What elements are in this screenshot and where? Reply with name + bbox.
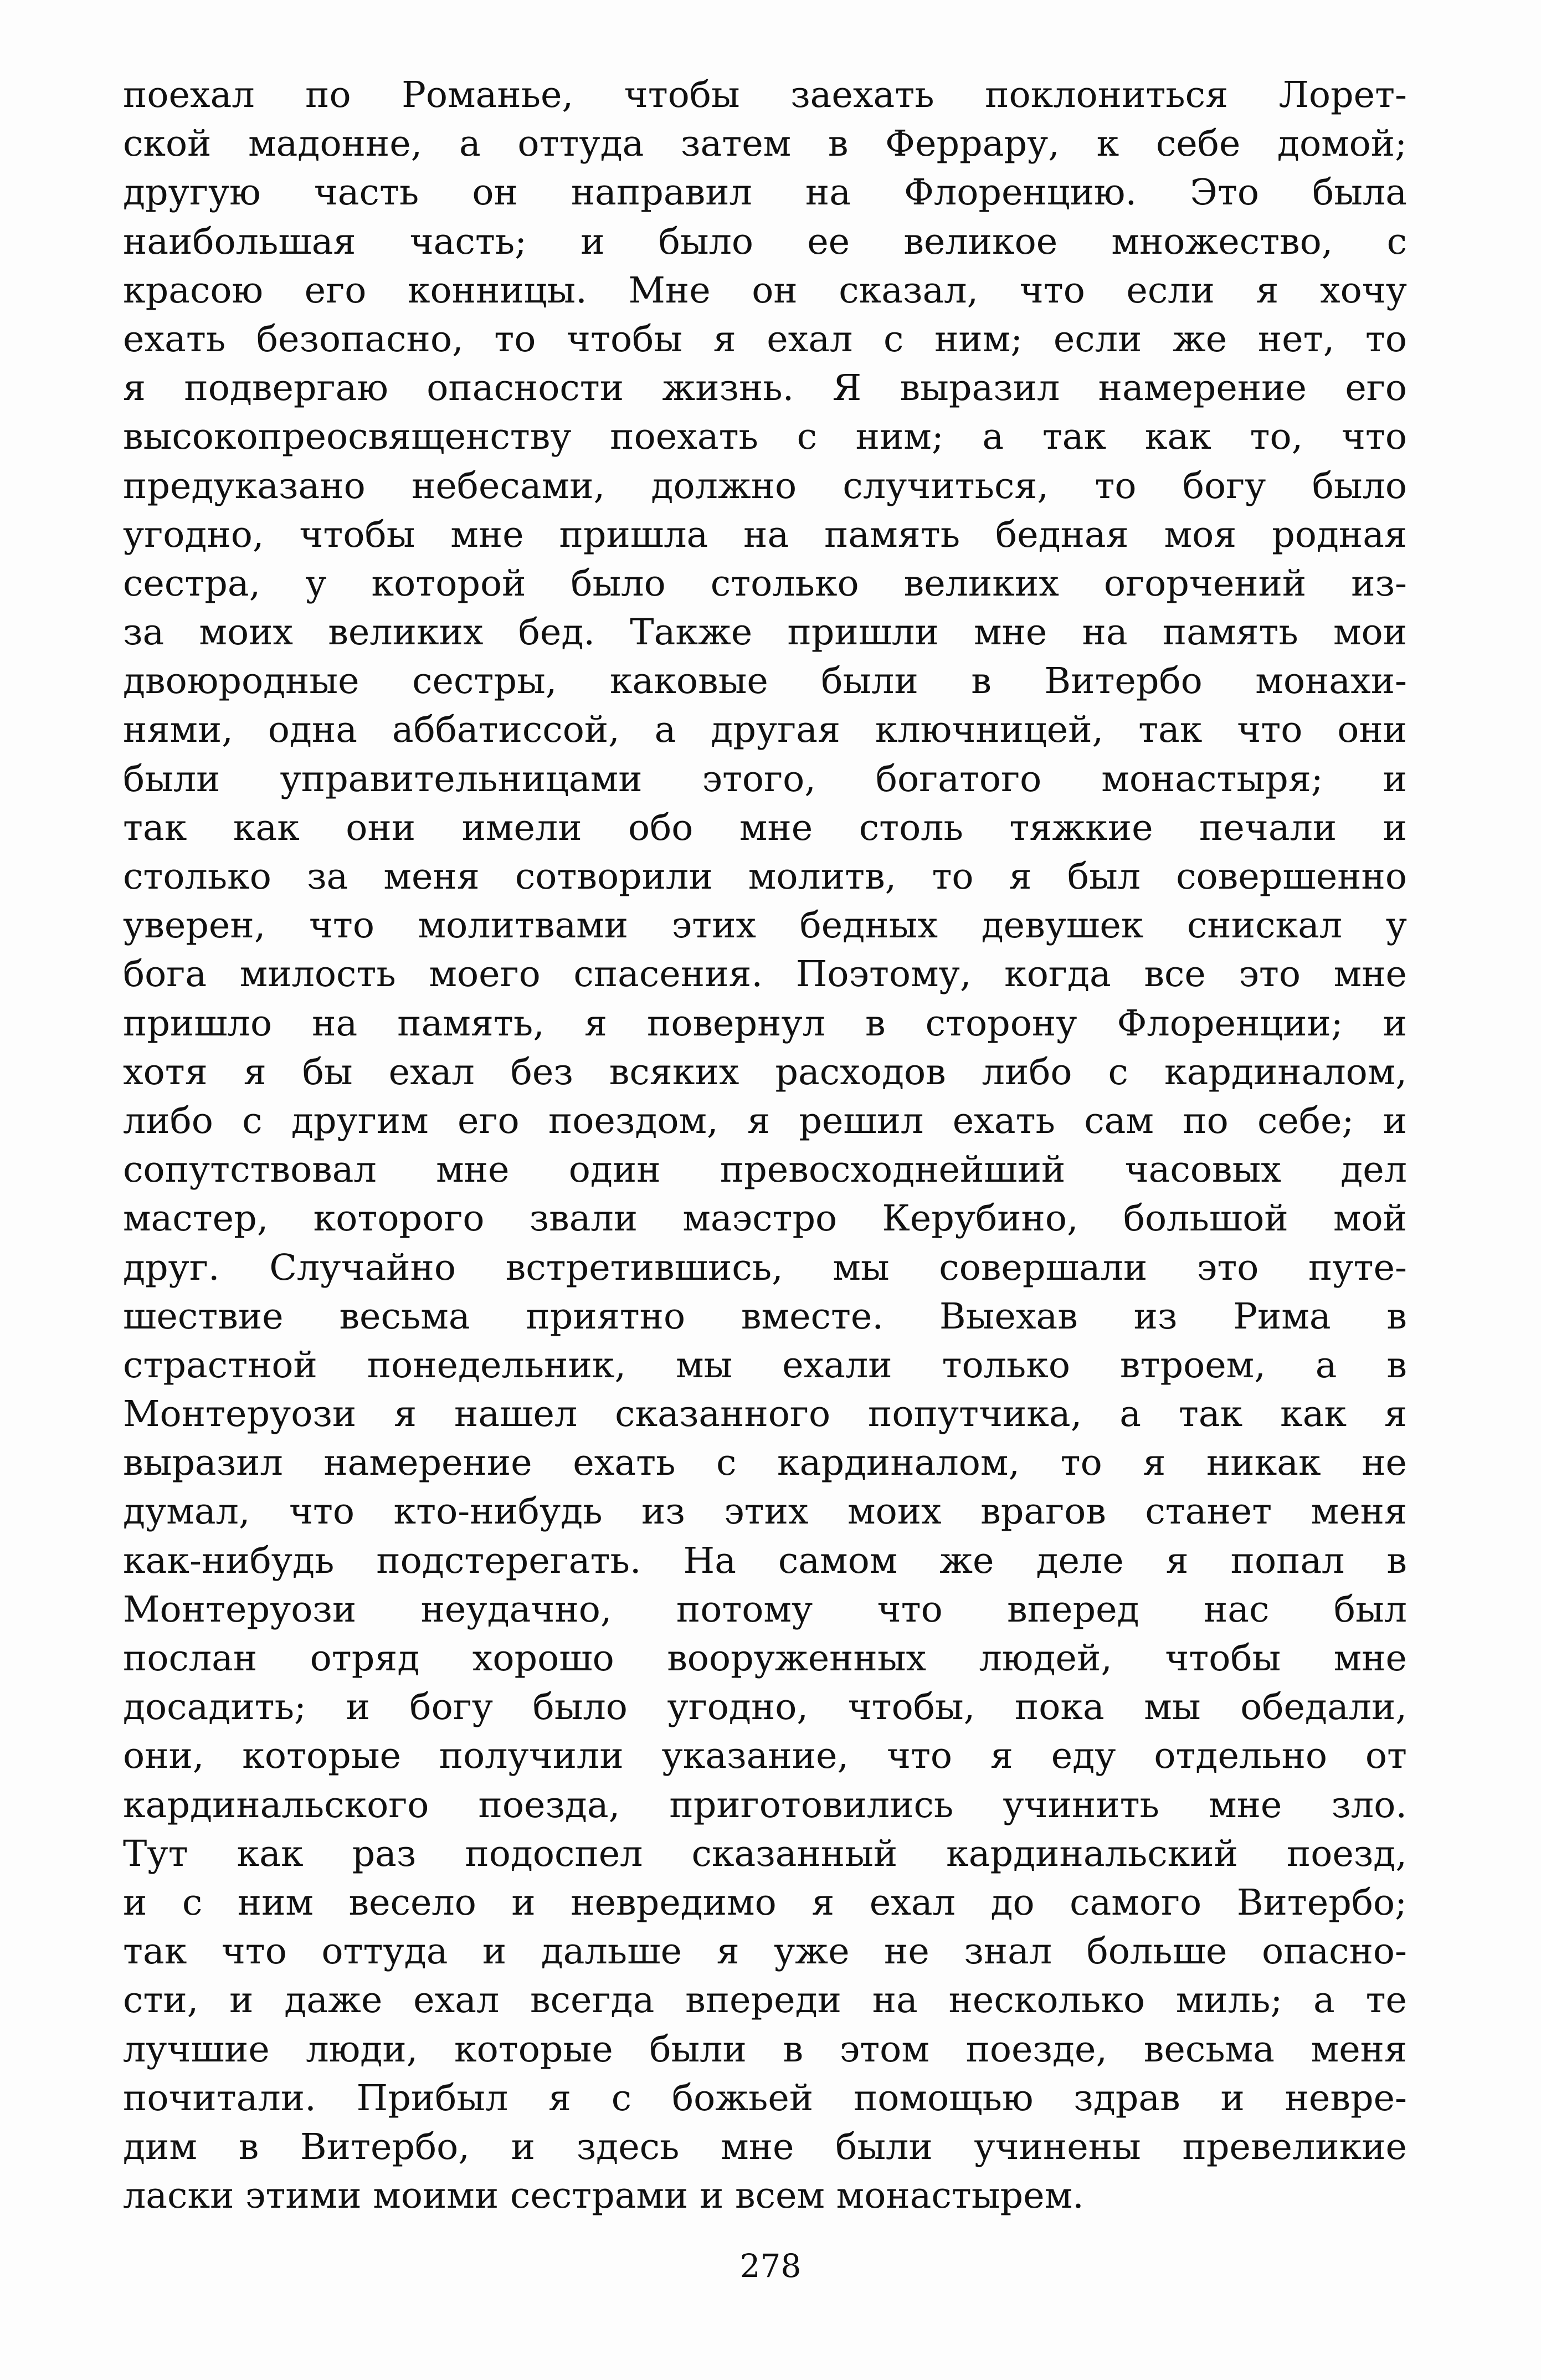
text-line: были управительницами этого, богатого монастыря; и: [123, 758, 1407, 800]
text-line: пришло на память, я повернул в сторону Флоренции; и: [123, 1002, 1407, 1044]
text-line: лучшие люди, которые были в этом поезде, весьма меня: [123, 2028, 1407, 2070]
text-line: я подвергаю опасности жизнь. Я выразил намерение его: [123, 367, 1407, 409]
text-line: как-нибудь подстерегать. На самом же деле я попал в: [123, 1540, 1407, 1582]
text-line: сестра, у которой было столько великих огорчений из-: [123, 562, 1407, 604]
page-number: 278: [739, 2247, 802, 2285]
text-line: наибольшая часть; и было ее великое множество, с: [123, 220, 1407, 263]
text-line: они, которые получили указание, что я еду отдельно от: [123, 1735, 1407, 1777]
text-line: двоюродные сестры, каковые были в Витербо монахи-: [123, 660, 1407, 702]
text-line: выразил намерение ехать с кардиналом, то я никак не: [123, 1442, 1407, 1484]
text-line: так что оттуда и дальше я уже не знал больше опасно-: [123, 1931, 1407, 1973]
text-line: Тут как раз подоспел сказанный кардинальский поезд,: [123, 1833, 1407, 1875]
text-line: красою его конницы. Мне он сказал, что если я хочу: [123, 269, 1407, 311]
text-line: нями, одна аббатиссой, а другая ключницей, так что они: [123, 709, 1407, 751]
text-line: предуказано небесами, должно случиться, то богу было: [123, 465, 1407, 507]
text-line: хотя я бы ехал без всяких расходов либо с кардиналом,: [123, 1051, 1407, 1093]
text-line: ехать безопасно, то чтобы я ехал с ним; если же нет, то: [123, 318, 1407, 360]
text-line: столько за меня сотворили молитв, то я был совершенно: [123, 856, 1407, 897]
text-line: бога милость моего спасения. Поэтому, когда все это мне: [123, 953, 1407, 996]
text-line: Монтеруози я нашел сказанного попутчика, а так как я: [123, 1393, 1407, 1435]
text-line: высокопреосвященству поехать с ним; а так как то, что: [123, 416, 1407, 458]
body-text: [123, 71, 1407, 2220]
text-line: почитали. Прибыл я с божьей помощью здрав и невре-: [123, 2077, 1407, 2119]
text-line: сти, и даже ехал всегда впереди на несколько миль; а те: [123, 1979, 1407, 2022]
text-line: за моих великих бед. Также пришли мне на память мои: [123, 612, 1407, 654]
text-line-last: ласки этими моими сестрами и всем монастырем.: [123, 2175, 1084, 2217]
text-line: дим в Витербо, и здесь мне были учинены превеликие: [123, 2126, 1407, 2168]
text-line: досадить; и богу было угодно, чтобы, пока мы обедали,: [123, 1686, 1407, 1728]
text-line: так как они имели обо мне столь тяжкие печали и: [123, 807, 1407, 849]
text-line: шествие весьма приятно вместе. Выехав из Рима в: [123, 1295, 1407, 1337]
text-line: сопутствовал мне один превосходнейший часовых дел: [123, 1149, 1407, 1191]
text-line: и с ним весело и невредимо я ехал до самого Витербо;: [123, 1881, 1407, 1924]
text-line: другую часть он направил на Флоренцию. Это была: [123, 172, 1407, 214]
text-line: послан отряд хорошо вооруженных людей, чтобы мне: [123, 1638, 1407, 1679]
text-line: думал, что кто-нибудь из этих моих врагов станет меня: [123, 1491, 1407, 1533]
text-line: мастер, которого звали маэстро Керубино, большой мой: [123, 1198, 1407, 1240]
text-line: поехал по Романье, чтобы заехать поклониться Лорет-: [123, 74, 1407, 116]
text-line: кардинальского поезда, приготовились учинить мне зло.: [123, 1784, 1407, 1826]
text-line: страстной понедельник, мы ехали только втроем, а в: [123, 1344, 1407, 1386]
text-line: ской мадонне, а оттуда затем в Феррару, к себе домой;: [123, 123, 1407, 165]
text-line: друг. Случайно встретившись, мы совершали это путе-: [123, 1247, 1407, 1289]
text-line: либо с другим его поездом, я решил ехать сам по себе; и: [123, 1100, 1407, 1142]
text-line: угодно, чтобы мне пришла на память бедная моя родная: [123, 514, 1407, 556]
text-line: Монтеруози неудачно, потому что вперед нас был: [123, 1588, 1407, 1630]
text-line: уверен, что молитвами этих бедных девушек снискал у: [123, 905, 1407, 947]
